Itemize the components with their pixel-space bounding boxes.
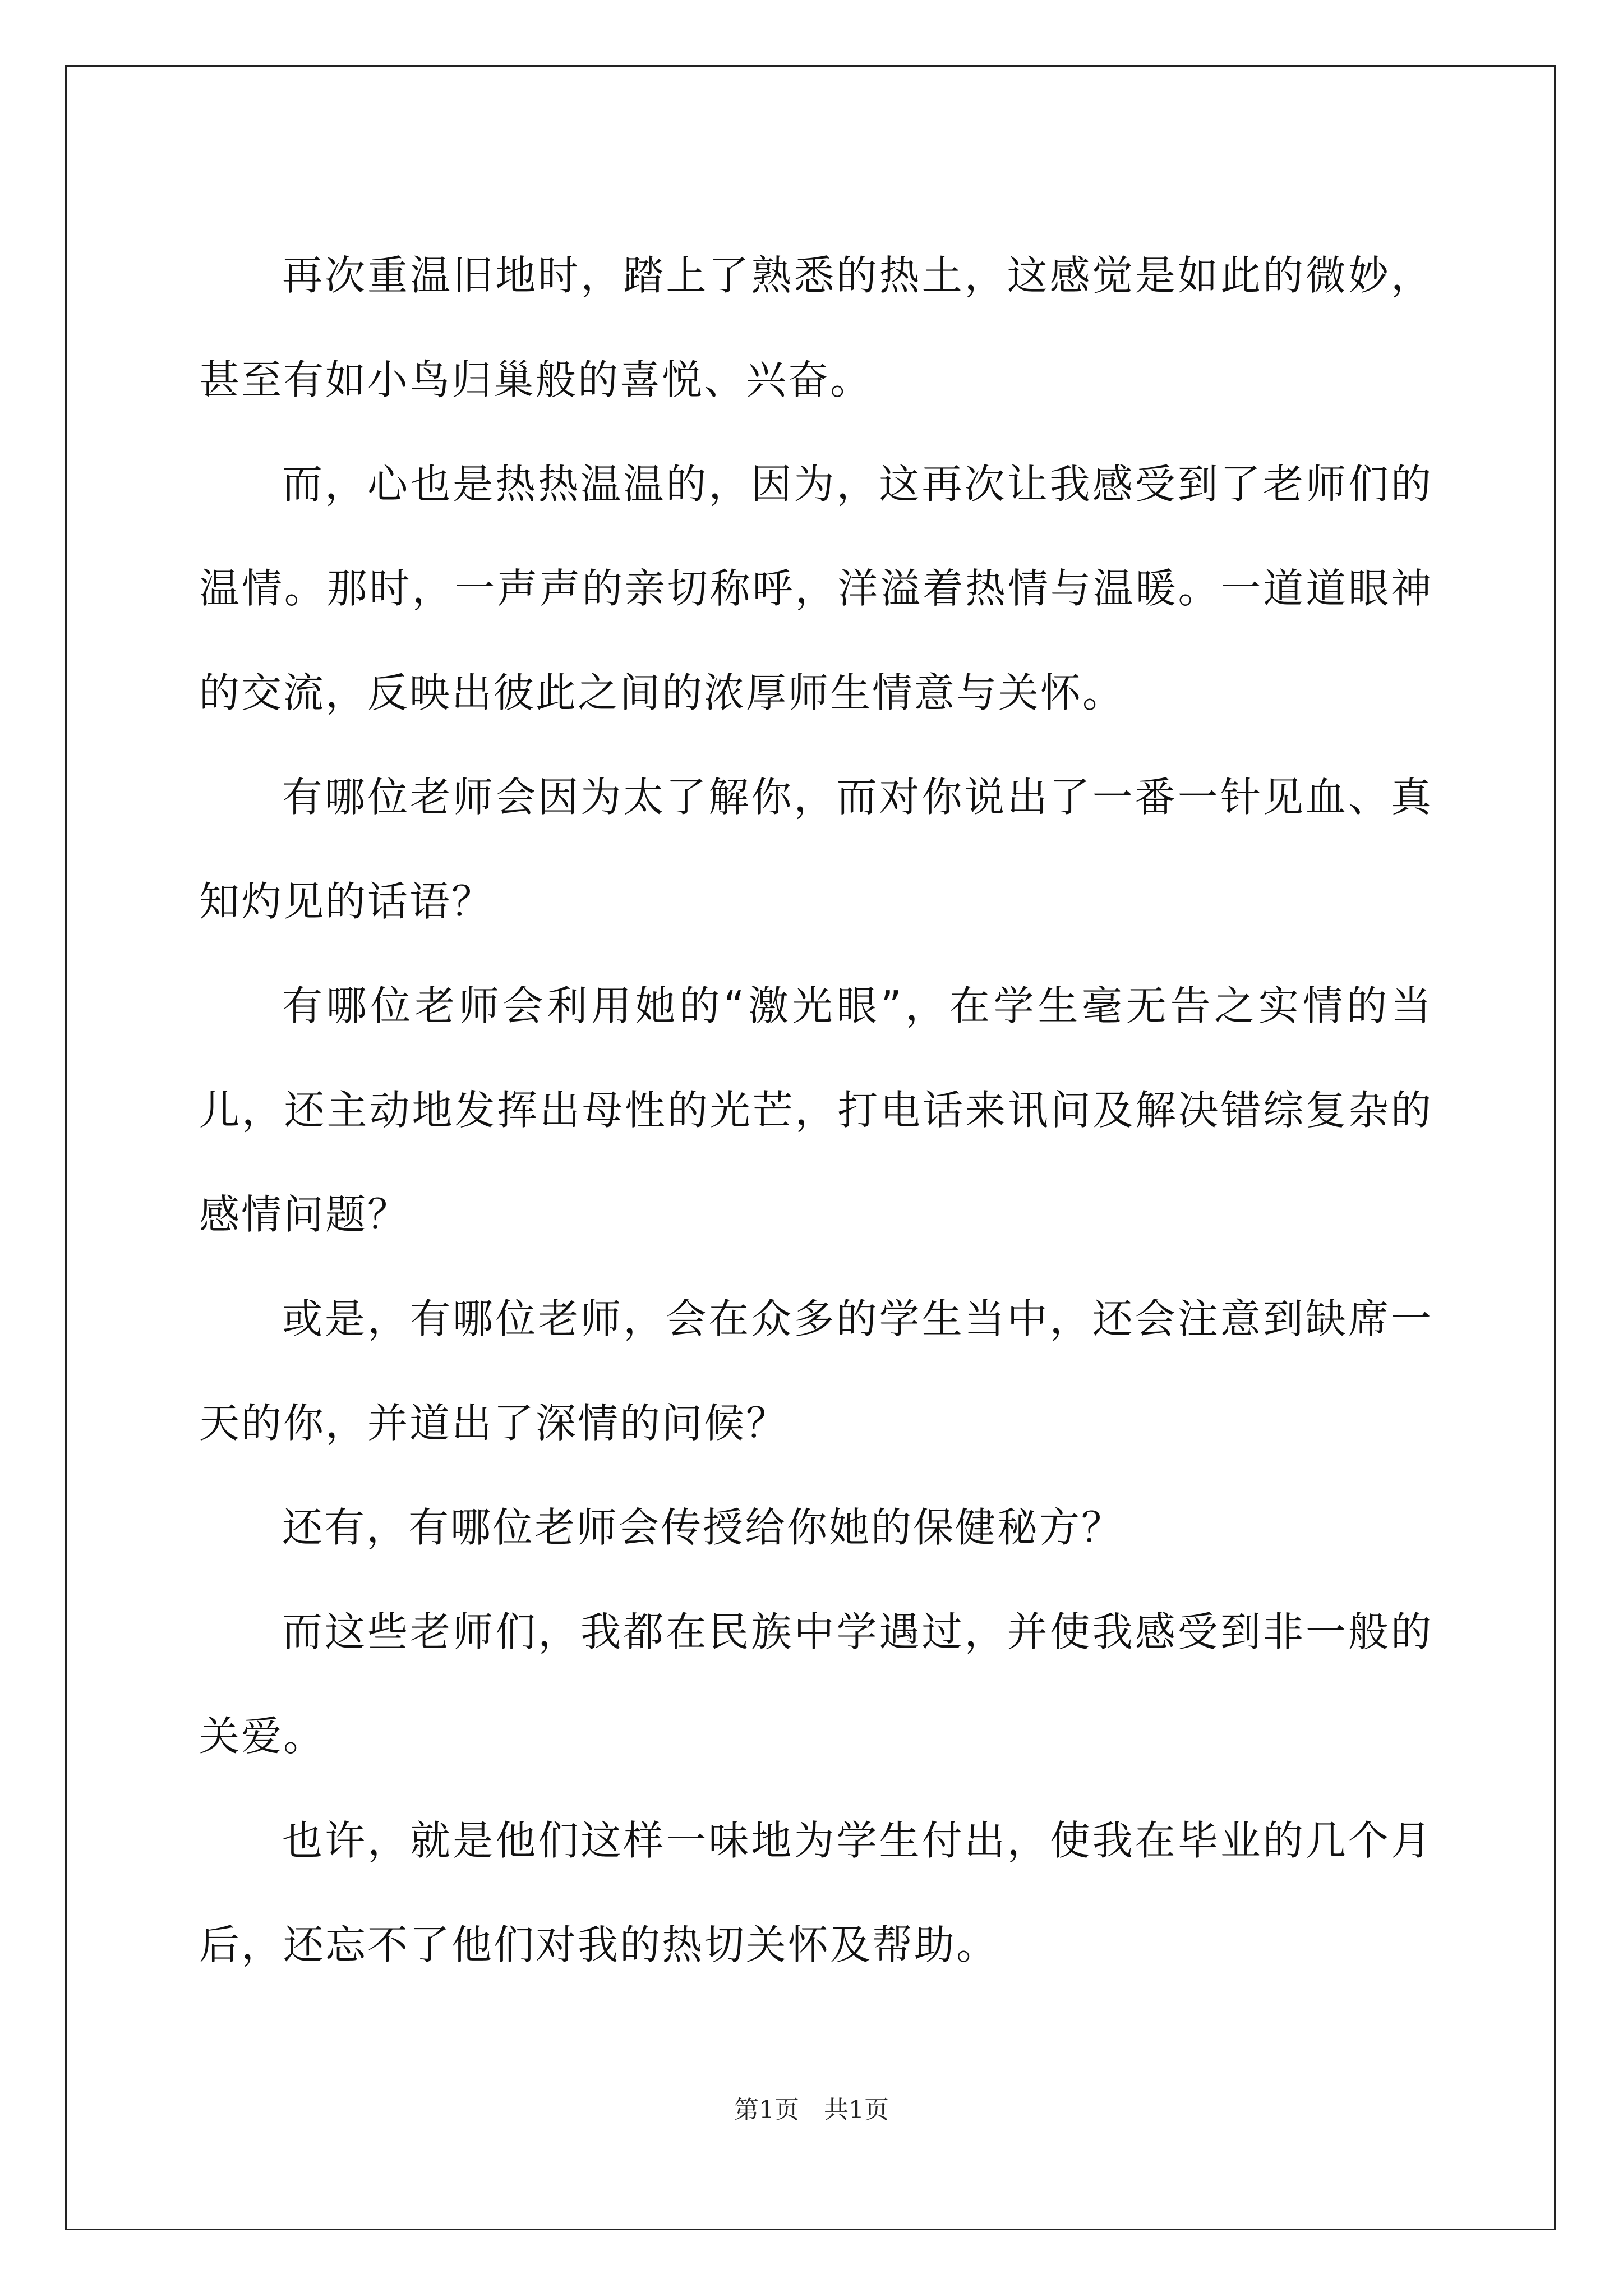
page-footer: 第1页 共1页: [734, 2096, 889, 2124]
paragraph: 有哪位老师会利用她的“激光眼”，在学生毫无告之实情的当儿，还主动地发挥出母性的光芒，打电话来讯问及解决错综复杂的感情问题？: [199, 982, 1433, 1238]
paragraph: 或是，有哪位老师，会在众多的学生当中，还会注意到缺席一天的你，并道出了深情的问候？: [199, 1295, 1433, 1447]
paragraph: 再次重温旧地时，踏上了熟悉的热土，这感觉是如此的微妙，甚至有如小鸟归巢般的喜悦、兴奋。: [199, 252, 1433, 403]
paragraph: 而这些老师们，我都在民族中学遇过，并使我感受到非一般的关爱。: [199, 1608, 1433, 1760]
paragraph: 有哪位老师会因为太了解你，而对你说出了一番一针见血、真知灼见的话语？: [199, 774, 1433, 925]
paragraph: 也许，就是他们这样一味地为学生付出，使我在毕业的几个月后，还忘不了他们对我的热切关怀及帮助。: [199, 1817, 1433, 1968]
document-body: [199, 223, 1433, 1997]
paragraph: 还有，有哪位老师会传授给你她的保健秘方？: [282, 1504, 1124, 1551]
paragraph: 而，心也是热热温温的，因为，这再次让我感受到了老师们的温情。那时，一声声的亲切称呼，洋溢着热情与温暖。一道道眼神的交流，反映出彼此之间的浓厚师生情意与关怀。: [199, 461, 1433, 716]
